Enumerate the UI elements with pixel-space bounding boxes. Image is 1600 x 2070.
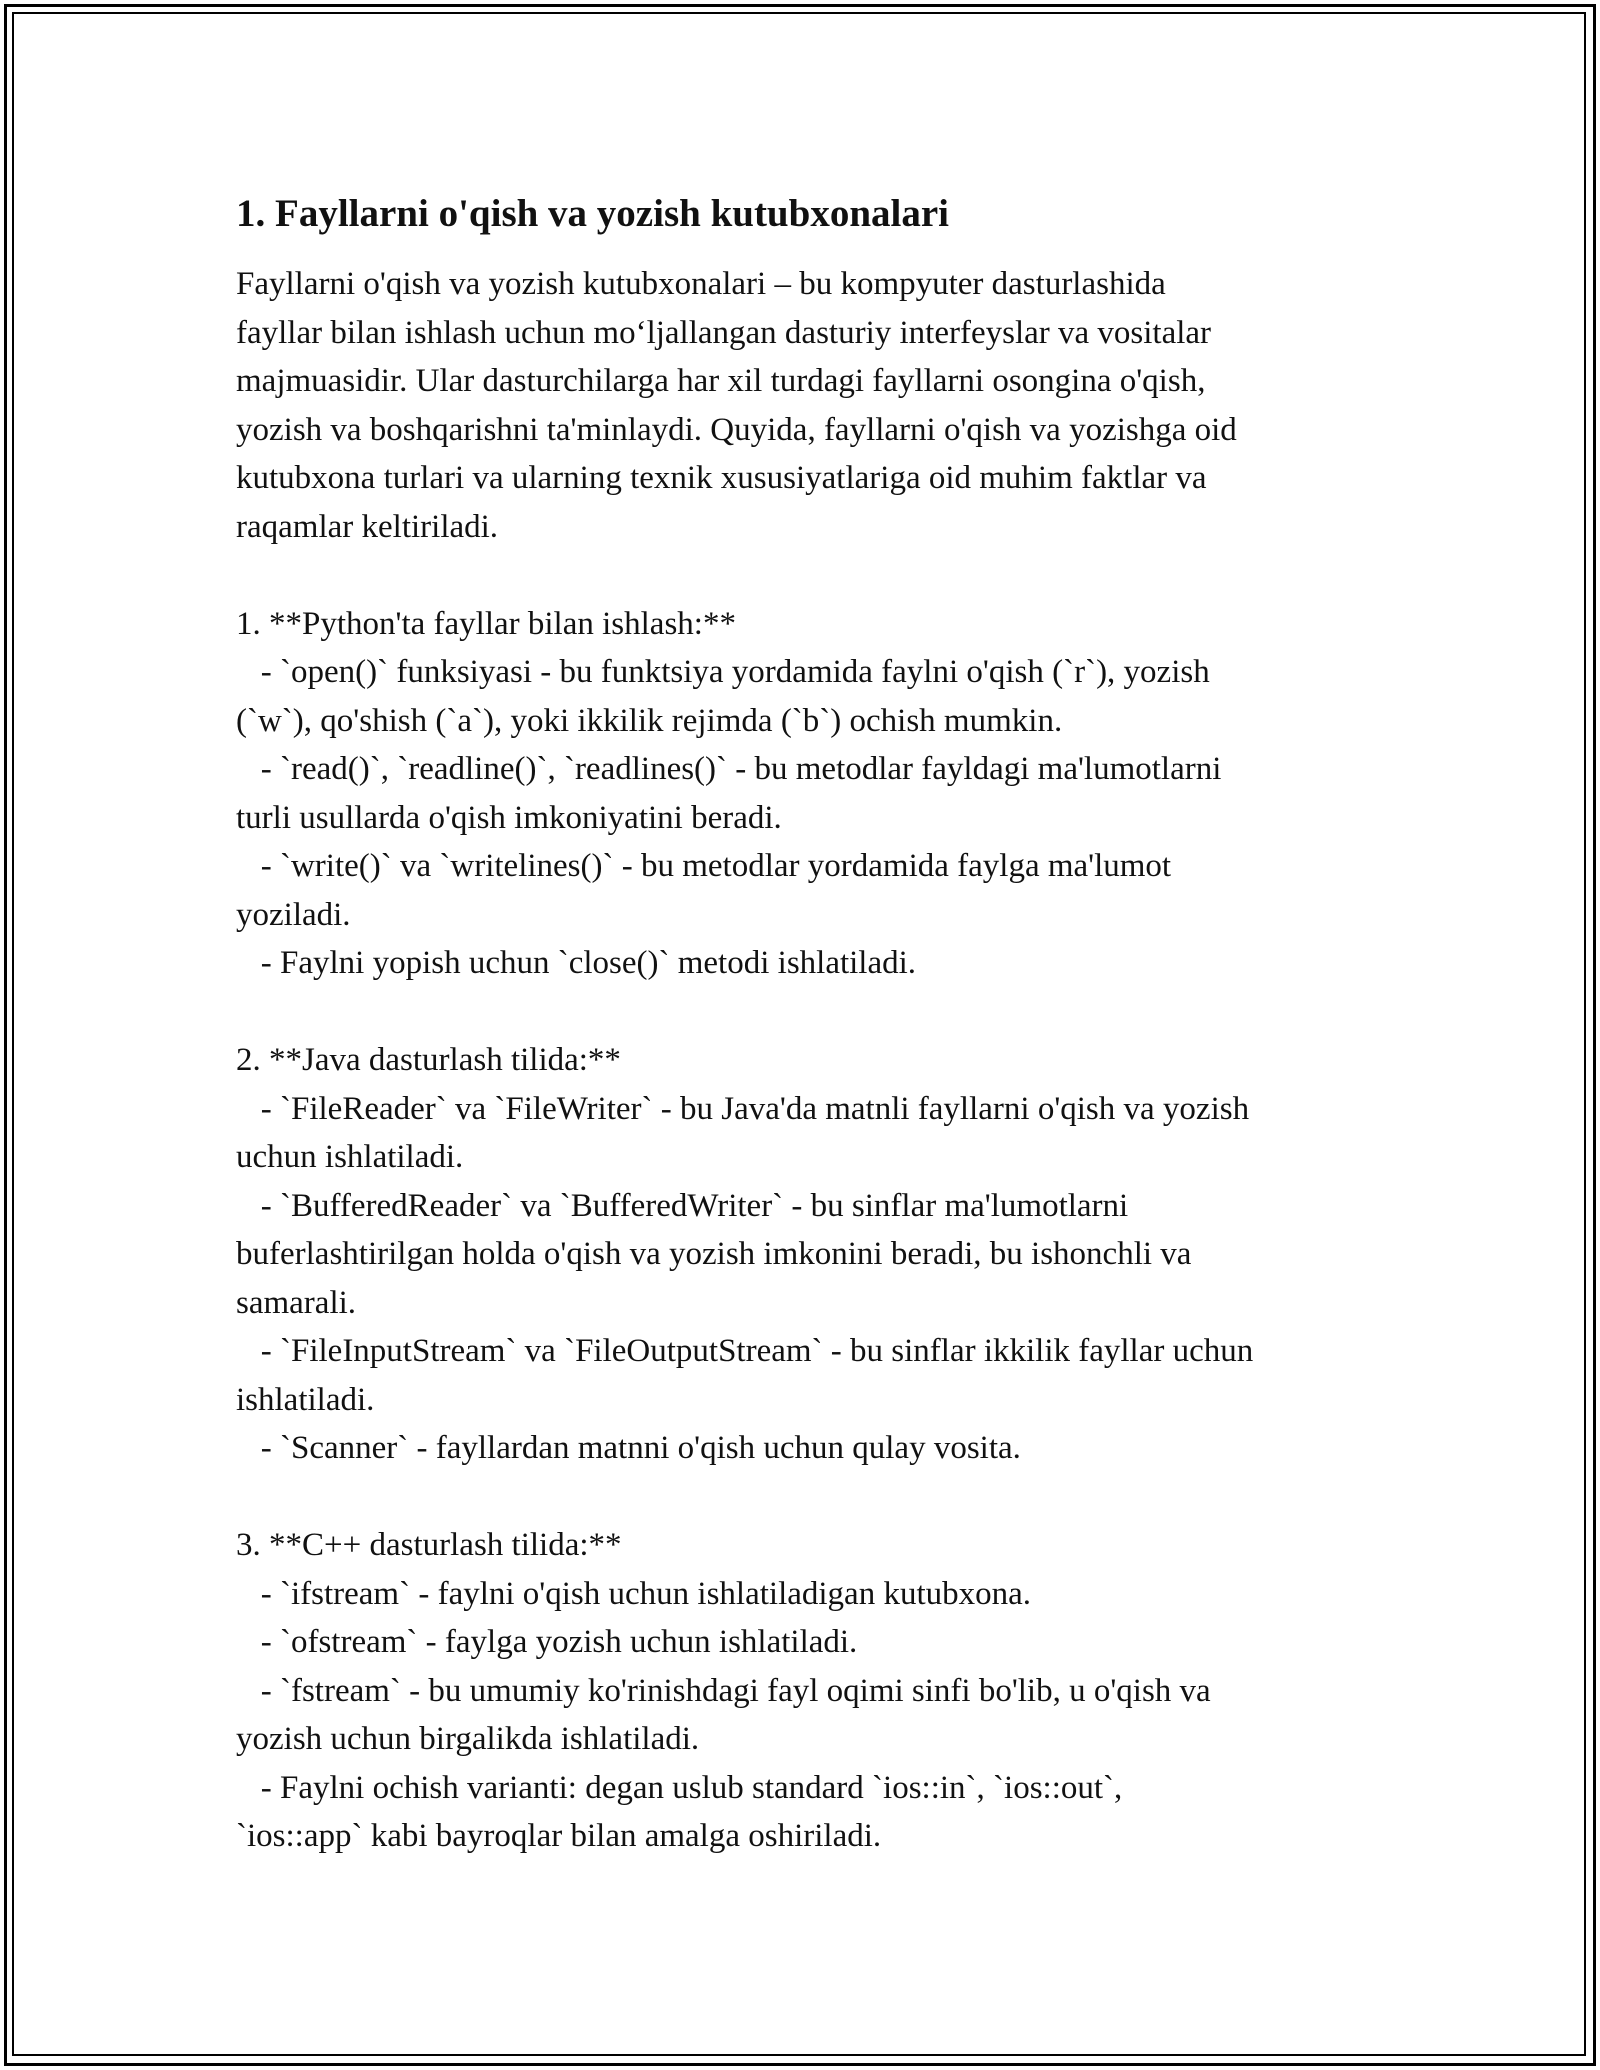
list-item: - `Scanner` - fayllardan matnni o'qish uchun qulay vosita. <box>236 1430 1021 1466</box>
list-item: - `ofstream` - faylga yozish uchun ishlatiladi. <box>236 1624 858 1660</box>
section-heading: 2. **Java dasturlash tilida:** <box>236 1042 621 1078</box>
list-item: - `ifstream` - faylni o'qish uchun ishlatiladigan kutubxona. <box>236 1575 1032 1612</box>
list-item: - `FileInputStream` va `FileOutputStream` - bu sinflar ikkilik fayllar uchun ishlatiladi. <box>236 1333 1254 1418</box>
list-item: - `write()` va `writelines()` - bu metodlar yordamida faylga ma'lumot yoziladi. <box>236 848 1172 933</box>
section-python <box>236 600 1386 988</box>
list-item: - `fstream` - bu umumiy ko'rinishdagi fayl oqimi sinfi bo'lib, u o'qish va yozish uchun birgalikda ishlatiladi. <box>236 1672 1211 1757</box>
list-item: - `open()` funksiyasi - bu funktsiya yordamida faylni o'qish (`r`), yozish (`w`), qo'shish (`a`), yoki ikkilik rejimda (`b`) ochish mumkin. <box>236 654 1210 739</box>
list-item: - Faylni yopish uchun `close()` metodi ishlatiladi. <box>236 945 917 981</box>
section-java <box>236 1036 1386 1473</box>
section-heading: 3. **C++ dasturlash tilida:** <box>236 1527 622 1563</box>
section-cpp <box>236 1521 1386 1861</box>
list-item: - `read()`, `readline()`, `readlines()` - bu metodlar fayldagi ma'lumotlarni turli usullarda o'qish imkoniyatini beradi. <box>236 751 1222 836</box>
section-heading: 1. **Python'ta fayllar bilan ishlash:** <box>236 605 736 642</box>
list-item: - Faylni ochish varianti: degan uslub standard `ios::in`, `ios::out`, `ios::app` kabi bayroqlar bilan amalga oshiriladi. <box>236 1769 1123 1854</box>
intro-paragraph: Fayllarni o'qish va yozish kutubxonalari – bu kompyuter dasturlashida fayllar bilan ishlash uchun mo‘ljallangan dasturiy interfeyslar va vositalar majmuasidir. Ular dasturchilarga har xil turdagi fayllarni osongina o'qish, yozish va boshqarishni ta'minlaydi. Quyida, fayllarni o'qish va yozishga oid kutubxona turlari va ularning texnik xususiyatlariga oid muhim faktlar va raqamlar keltiriladi. <box>236 266 1237 545</box>
document-body <box>236 186 1386 1909</box>
list-item: - `BufferedReader` va `BufferedWriter` - bu sinflar ma'lumotlarni buferlashtirilgan holda o'qish va yozish imkonini beradi, bu ishonchli va samarali. <box>236 1187 1192 1321</box>
document-title: 1. Fayllarni o'qish va yozish kutubxonalari <box>236 192 949 235</box>
list-item: - `FileReader` va `FileWriter` - bu Java'da matnli fayllarni o'qish va yozish uchun ishlatiladi. <box>236 1090 1250 1175</box>
